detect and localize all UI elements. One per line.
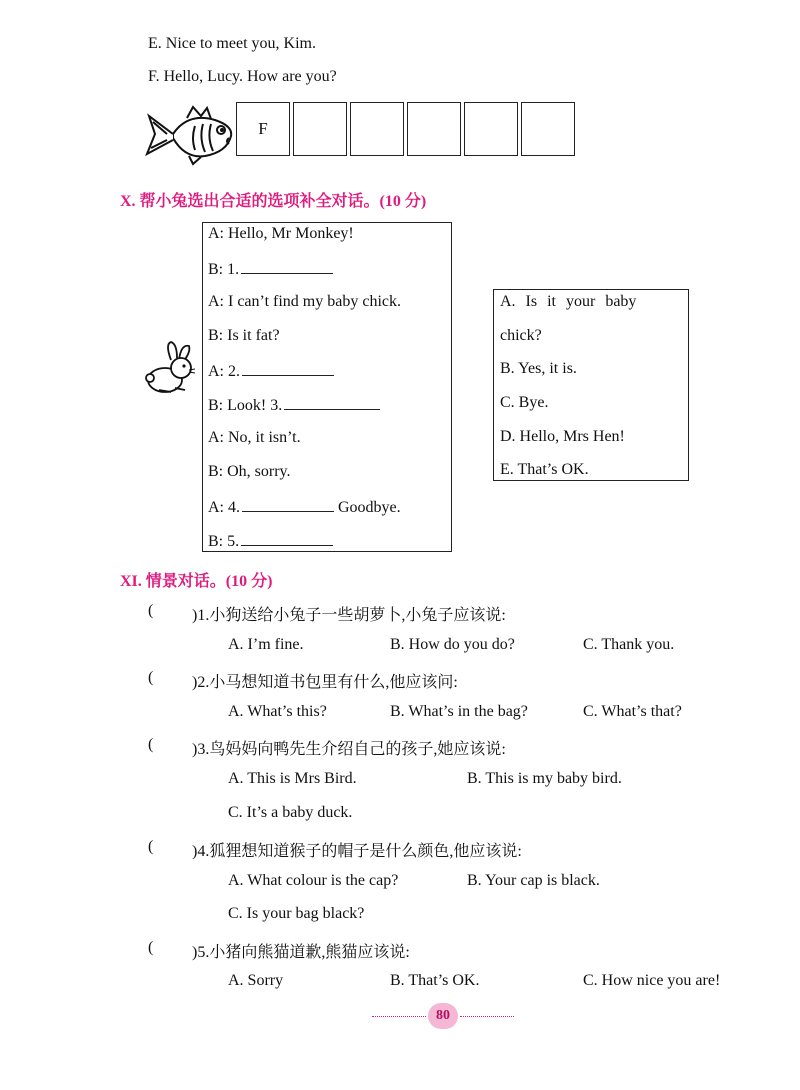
answer-box-2[interactable] xyxy=(293,102,347,156)
option-line-1: A. Is it your baby xyxy=(500,293,637,310)
dialog-line-9 xyxy=(208,497,401,517)
q5-choice-c: C. How nice you are! xyxy=(583,972,721,989)
answer-box-1[interactable]: F xyxy=(236,102,290,156)
options-box xyxy=(493,289,689,481)
dialog-line-text: B: 5. xyxy=(208,533,240,550)
dialog-line-text: A: No, it isn’t. xyxy=(208,429,301,446)
answer-paren-4[interactable]: ( xyxy=(148,838,154,855)
question-3 xyxy=(192,736,506,759)
option-line-6: E. That’s OK. xyxy=(500,461,589,478)
dialog-line-3 xyxy=(208,293,401,311)
q1-choice-c: C. Thank you. xyxy=(583,636,675,653)
dialog-line-text: A: Hello, Mr Monkey! xyxy=(208,225,354,242)
question-number: )1. xyxy=(192,607,210,624)
question-number: )2. xyxy=(192,674,210,691)
dialog-box xyxy=(202,222,452,552)
option-e-text: E. Nice to meet you, Kim. xyxy=(148,35,316,52)
answer-blank-4[interactable] xyxy=(242,497,334,512)
q2-choice-c: C. What’s that? xyxy=(583,703,682,720)
question-text: 小马想知道书包里有什么,他应该问: xyxy=(209,674,458,691)
footer-rule-left xyxy=(372,1016,426,1017)
question-4 xyxy=(192,838,522,861)
question-text: 鸟妈妈向鸭先生介绍自己的孩子,她应该说: xyxy=(209,741,506,758)
answer-paren-1[interactable]: ( xyxy=(148,602,154,619)
q4-choice-a: A. What colour is the cap? xyxy=(228,872,399,889)
question-number: )4. xyxy=(192,843,210,860)
dialog-line-text: A: 4. xyxy=(208,499,240,516)
answer-box-5[interactable] xyxy=(464,102,518,156)
answer-blank-3[interactable] xyxy=(284,395,380,410)
answer-box-6[interactable] xyxy=(521,102,575,156)
question-5 xyxy=(192,939,410,962)
option-line-5: D. Hello, Mrs Hen! xyxy=(500,428,625,445)
footer-rule-right xyxy=(460,1016,514,1017)
dialog-line-text: A: I can’t find my baby chick. xyxy=(208,293,401,310)
fish-icon xyxy=(143,104,235,166)
q5-choice-a: A. Sorry xyxy=(228,972,284,989)
dialog-line-5 xyxy=(208,361,334,381)
answer-paren-5[interactable]: ( xyxy=(148,939,154,956)
answer-box-3[interactable] xyxy=(350,102,404,156)
dialog-line-6 xyxy=(208,395,380,415)
dialog-line-8 xyxy=(208,463,291,481)
answer-blank-1[interactable] xyxy=(241,259,333,274)
dialog-line-text: B: Look! 3. xyxy=(208,397,283,414)
q3-choice-c: C. It’s a baby duck. xyxy=(228,804,353,821)
q4-choice-c: C. Is your bag black? xyxy=(228,905,365,922)
question-text: 狐狸想知道猴子的帽子是什么颜色,他应该说: xyxy=(209,843,522,860)
answer-box-4[interactable] xyxy=(407,102,461,156)
dialog-line-1 xyxy=(208,225,354,243)
dialog-line-2 xyxy=(208,259,333,279)
option-f-text: F. Hello, Lucy. How are you? xyxy=(148,68,337,85)
dialog-line-text: B: Is it fat? xyxy=(208,327,280,344)
dialog-line-text: B: Oh, sorry. xyxy=(208,463,291,480)
question-2 xyxy=(192,669,458,692)
dialog-line-7 xyxy=(208,429,301,447)
question-text: 小狗送给小兔子一些胡萝卜,小兔子应该说: xyxy=(209,607,506,624)
section-x-title: X. 帮小兔选出合适的选项补全对话。(10 分) xyxy=(120,193,427,210)
q2-choice-a: A. What’s this? xyxy=(228,703,327,720)
dialog-line-10 xyxy=(208,531,333,551)
rabbit-icon xyxy=(143,340,201,396)
dialog-line-after: Goodbye. xyxy=(338,499,401,516)
question-text: 小猪向熊猫道歉,熊猫应该说: xyxy=(209,944,410,961)
q4-choice-b: B. Your cap is black. xyxy=(467,872,600,889)
answer-paren-3[interactable]: ( xyxy=(148,736,154,753)
answer-paren-2[interactable]: ( xyxy=(148,669,154,686)
option-line-3: B. Yes, it is. xyxy=(500,360,577,377)
question-number: )5. xyxy=(192,944,210,961)
dialog-line-text: B: 1. xyxy=(208,261,240,278)
q3-choice-b: B. This is my baby bird. xyxy=(467,770,622,787)
option-line-4: C. Bye. xyxy=(500,394,549,411)
section-xi-title: XI. 情景对话。(10 分) xyxy=(120,573,273,590)
q2-choice-b: B. What’s in the bag? xyxy=(390,703,528,720)
q3-choice-a: A. This is Mrs Bird. xyxy=(228,770,357,787)
answer-blank-2[interactable] xyxy=(242,361,334,376)
answer-blank-5[interactable] xyxy=(241,531,333,546)
page-number: 80 xyxy=(428,1003,458,1029)
dialog-line-4 xyxy=(208,327,280,345)
question-1 xyxy=(192,602,506,625)
q5-choice-b: B. That’s OK. xyxy=(390,972,480,989)
option-line-2: chick? xyxy=(500,327,542,344)
dialog-line-text: A: 2. xyxy=(208,363,240,380)
q1-choice-a: A. I’m fine. xyxy=(228,636,304,653)
question-number: )3. xyxy=(192,741,210,758)
q1-choice-b: B. How do you do? xyxy=(390,636,515,653)
